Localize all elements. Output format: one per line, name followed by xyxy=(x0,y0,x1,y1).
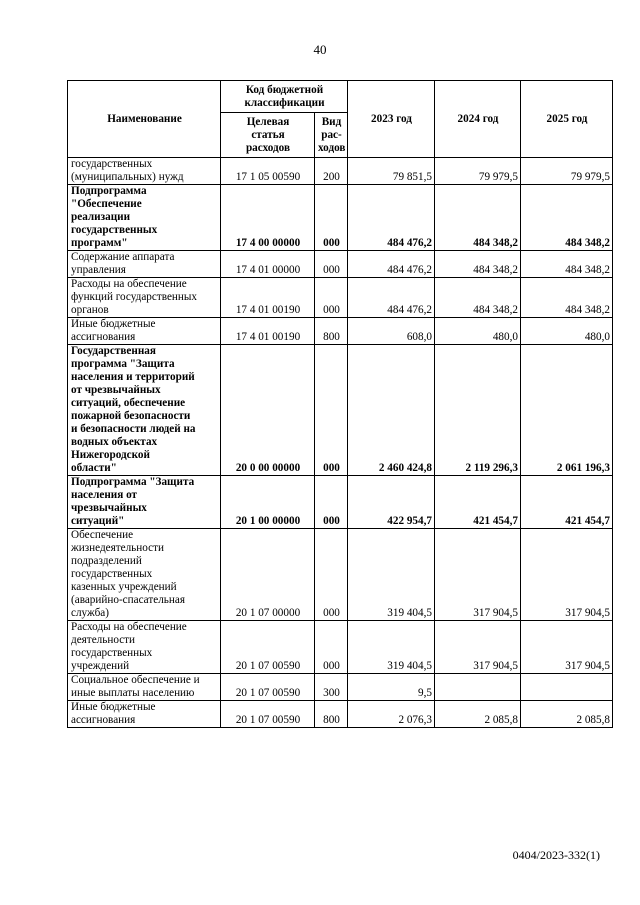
header-year-2023: 2023 год xyxy=(348,81,435,158)
row-value-2025: 484 348,2 xyxy=(521,278,613,318)
row-name-line: иные выплаты населению xyxy=(71,687,195,699)
row-value-2024: 2 085,8 xyxy=(435,701,521,728)
row-value-2023: 608,0 xyxy=(348,318,435,345)
header-code-group-line: Код бюджетной xyxy=(245,83,324,96)
row-target-article: 20 0 00 00000 xyxy=(221,345,315,476)
table-row xyxy=(68,529,613,621)
header-code-group xyxy=(221,81,348,113)
row-value-2023: 2 076,3 xyxy=(348,701,435,728)
row-name-line: Подпрограмма xyxy=(71,185,147,197)
row-name-line: жизнедеятельности xyxy=(71,542,164,554)
row-target-article: 17 4 01 00000 xyxy=(221,251,315,278)
row-name-line: программ" xyxy=(71,237,128,249)
row-value-2023: 319 404,5 xyxy=(348,621,435,674)
row-value-2023: 319 404,5 xyxy=(348,529,435,621)
row-name xyxy=(68,621,221,674)
row-name-line: ситуаций" xyxy=(71,515,125,527)
row-value-2024: 317 904,5 xyxy=(435,529,521,621)
row-target-article: 17 4 00 00000 xyxy=(221,185,315,251)
row-name xyxy=(68,674,221,701)
table-row xyxy=(68,345,613,476)
header-name: Наименование xyxy=(68,81,221,158)
row-name xyxy=(68,185,221,251)
row-value-2025: 317 904,5 xyxy=(521,529,613,621)
row-name-line: населения от xyxy=(71,489,138,501)
table-row xyxy=(68,621,613,674)
row-value-2025: 2 085,8 xyxy=(521,701,613,728)
row-value-2025: 2 061 196,3 xyxy=(521,345,613,476)
row-name-line: Социальное обеспечение и xyxy=(71,674,200,686)
row-value-2024: 79 979,5 xyxy=(435,158,521,185)
row-expense-kind: 000 xyxy=(315,621,348,674)
header-expense-kind xyxy=(315,113,348,158)
row-name-line: государственных xyxy=(71,224,158,236)
row-value-2025: 79 979,5 xyxy=(521,158,613,185)
row-name-line: (аварийно-спасательная xyxy=(71,594,185,606)
row-value-2025: 421 454,7 xyxy=(521,476,613,529)
table-row xyxy=(68,674,613,701)
row-name-line: функций государственных xyxy=(71,291,198,303)
row-expense-kind: 800 xyxy=(315,701,348,728)
row-value-2024 xyxy=(435,674,521,701)
header-target-line: статья xyxy=(251,128,285,141)
row-target-article: 20 1 07 00590 xyxy=(221,621,315,674)
row-name-line: Государственная xyxy=(71,345,156,357)
row-expense-kind: 300 xyxy=(315,674,348,701)
row-name xyxy=(68,158,221,185)
table-row xyxy=(68,251,613,278)
row-name-line: и безопасности людей на xyxy=(71,423,196,435)
row-name-line: Обеспечение xyxy=(71,529,134,541)
row-name-line: населения и территорий xyxy=(71,371,195,383)
row-name-line: (муниципальных) нужд xyxy=(71,171,184,183)
row-expense-kind: 200 xyxy=(315,158,348,185)
row-name-line: Содержание аппарата xyxy=(71,251,175,263)
row-value-2023: 422 954,7 xyxy=(348,476,435,529)
header-target-line: расходов xyxy=(245,141,291,154)
row-name-line: "Обеспечение xyxy=(71,198,142,210)
header-kind-line: ходов xyxy=(318,141,346,154)
row-name-line: Расходы на обеспечение xyxy=(71,621,187,633)
row-value-2024: 2 119 296,3 xyxy=(435,345,521,476)
row-value-2025: 480,0 xyxy=(521,318,613,345)
row-target-article: 20 1 07 00590 xyxy=(221,674,315,701)
row-value-2024: 317 904,5 xyxy=(435,621,521,674)
row-value-2023: 484 476,2 xyxy=(348,185,435,251)
header-kind-line: Вид xyxy=(321,115,342,128)
row-value-2023: 9,5 xyxy=(348,674,435,701)
row-value-2024: 484 348,2 xyxy=(435,185,521,251)
table-row xyxy=(68,318,613,345)
row-name-line: государственных xyxy=(71,647,153,659)
table-body xyxy=(68,158,613,728)
row-value-2023: 2 460 424,8 xyxy=(348,345,435,476)
header-code-group-line: классификации xyxy=(244,96,325,109)
row-name-line: от чрезвычайных xyxy=(71,384,161,396)
row-expense-kind: 000 xyxy=(315,476,348,529)
row-expense-kind: 000 xyxy=(315,251,348,278)
row-name-line: подразделений xyxy=(71,555,142,567)
row-target-article: 17 4 01 00190 xyxy=(221,318,315,345)
row-name xyxy=(68,345,221,476)
table-row xyxy=(68,701,613,728)
row-name-line: ассигнования xyxy=(71,714,136,726)
row-expense-kind: 800 xyxy=(315,318,348,345)
row-target-article: 20 1 07 00000 xyxy=(221,529,315,621)
page-number: 40 xyxy=(313,42,327,57)
row-name-line: органов xyxy=(71,304,109,316)
row-name-line: Иные бюджетные xyxy=(71,318,156,330)
header-year-2025: 2025 год xyxy=(521,81,613,158)
row-name-line: пожарной безопасности xyxy=(71,410,191,422)
header-year-2024: 2024 год xyxy=(435,81,521,158)
row-name-line: государственных xyxy=(71,568,153,580)
table-row xyxy=(68,278,613,318)
row-value-2023: 484 476,2 xyxy=(348,278,435,318)
row-name-line: чрезвычайных xyxy=(71,502,147,514)
table-row xyxy=(68,476,613,529)
row-name-line: реализации xyxy=(71,211,131,223)
row-name-line: учреждений xyxy=(71,660,130,672)
header-target-article xyxy=(221,113,315,158)
row-name-line: управления xyxy=(71,264,126,276)
row-name-line: казенных учреждений xyxy=(71,581,177,593)
header-target-line: Целевая xyxy=(246,115,290,128)
row-name-line: водных объектах xyxy=(71,436,158,448)
document-number: 0404/2023-332(1) xyxy=(512,848,600,862)
row-value-2024: 421 454,7 xyxy=(435,476,521,529)
table-row xyxy=(68,185,613,251)
header-kind-line: рас- xyxy=(321,128,342,141)
row-name-line: программа "Защита xyxy=(71,358,175,370)
row-name xyxy=(68,251,221,278)
row-name-line: служба) xyxy=(71,607,109,619)
row-name xyxy=(68,278,221,318)
row-value-2024: 484 348,2 xyxy=(435,251,521,278)
row-expense-kind: 000 xyxy=(315,345,348,476)
row-target-article: 20 1 07 00590 xyxy=(221,701,315,728)
row-name-line: государственных xyxy=(71,158,153,170)
row-expense-kind: 000 xyxy=(315,185,348,251)
row-target-article: 17 4 01 00190 xyxy=(221,278,315,318)
row-target-article: 17 1 05 00590 xyxy=(221,158,315,185)
row-value-2025: 317 904,5 xyxy=(521,621,613,674)
row-name-line: области" xyxy=(71,462,117,474)
row-value-2024: 480,0 xyxy=(435,318,521,345)
row-name-line: Расходы на обеспечение xyxy=(71,278,187,290)
table-row xyxy=(68,158,613,185)
row-value-2025 xyxy=(521,674,613,701)
row-value-2025: 484 348,2 xyxy=(521,185,613,251)
row-name xyxy=(68,529,221,621)
row-name xyxy=(68,318,221,345)
row-name-line: деятельности xyxy=(71,634,136,646)
row-name xyxy=(68,701,221,728)
budget-table xyxy=(67,80,613,728)
row-value-2025: 484 348,2 xyxy=(521,251,613,278)
row-target-article: 20 1 00 00000 xyxy=(221,476,315,529)
row-name-line: Иные бюджетные xyxy=(71,701,156,713)
row-name-line: Подпрограмма "Защита xyxy=(71,476,195,488)
row-name xyxy=(68,476,221,529)
row-expense-kind: 000 xyxy=(315,278,348,318)
row-value-2023: 484 476,2 xyxy=(348,251,435,278)
row-value-2023: 79 851,5 xyxy=(348,158,435,185)
row-name-line: Нижегородской xyxy=(71,449,150,461)
row-expense-kind: 000 xyxy=(315,529,348,621)
row-name-line: ситуаций, обеспечение xyxy=(71,397,186,409)
row-value-2024: 484 348,2 xyxy=(435,278,521,318)
row-name-line: ассигнования xyxy=(71,331,136,343)
